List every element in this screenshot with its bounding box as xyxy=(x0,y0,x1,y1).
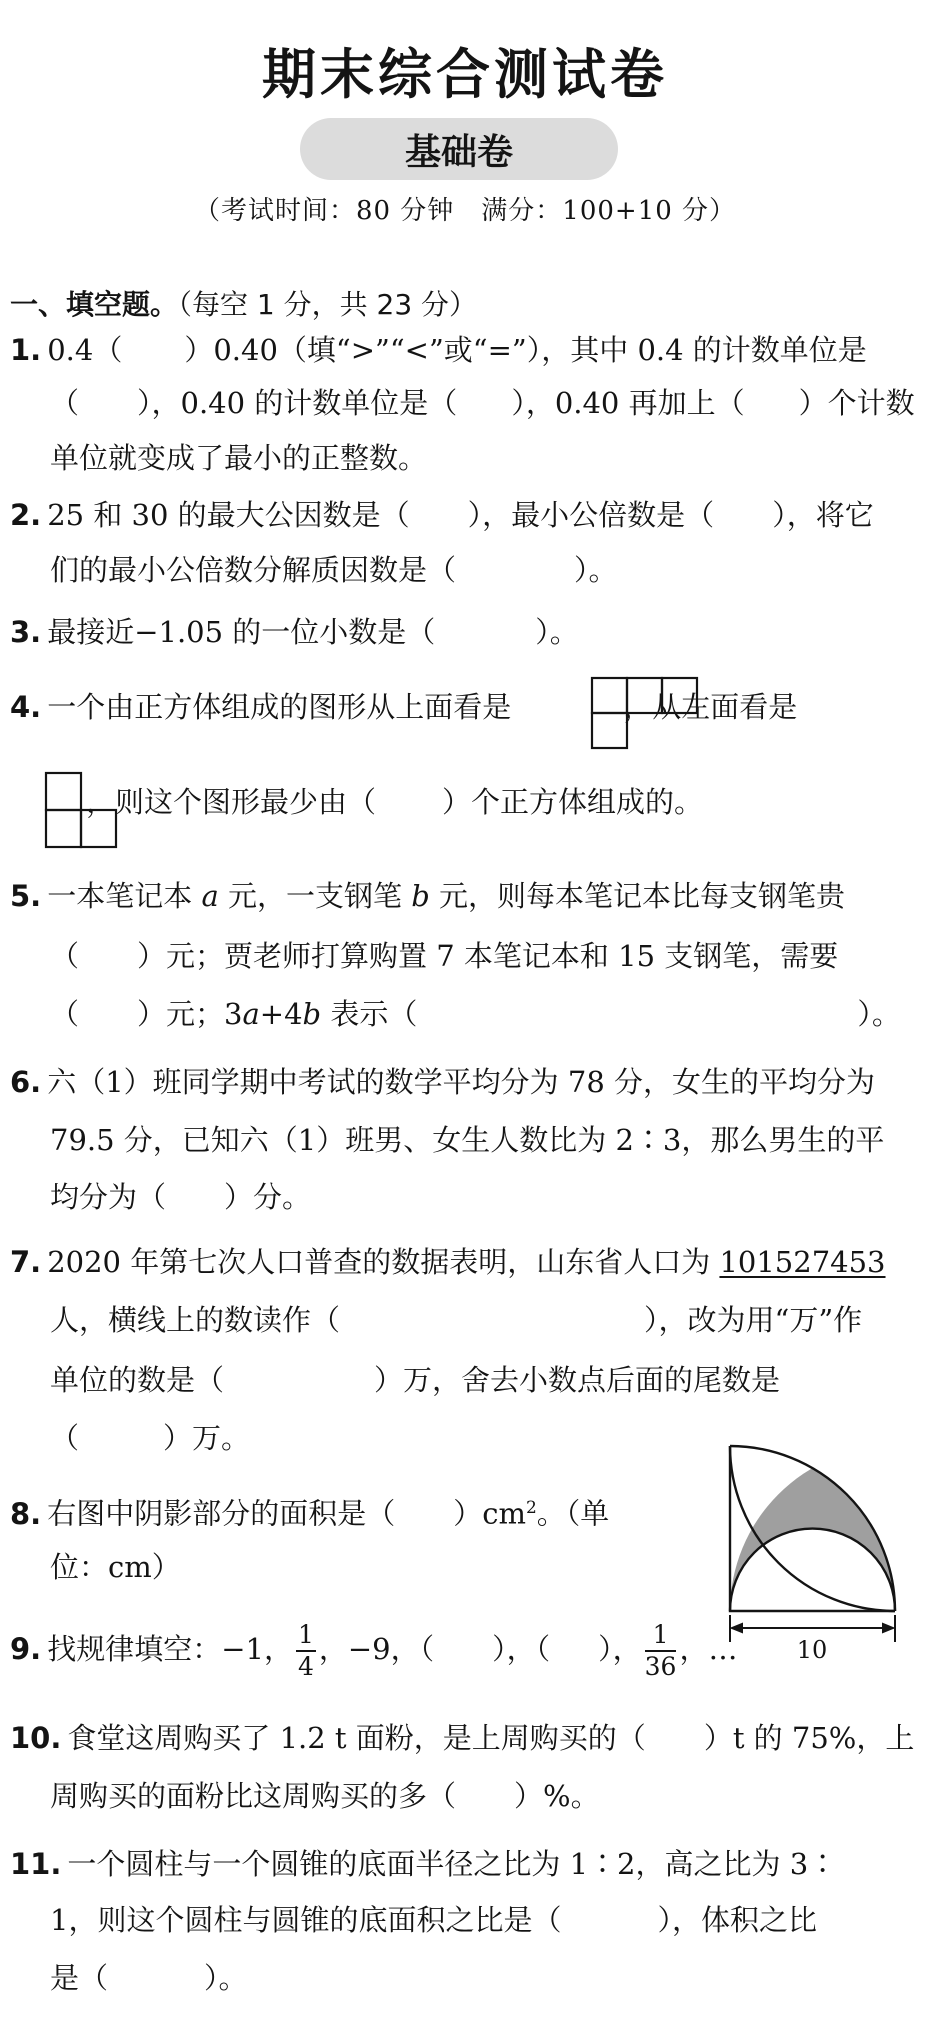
q2-text: ），将它 xyxy=(772,498,874,532)
q6-line-1 xyxy=(10,1062,875,1102)
q1-text: （ xyxy=(50,386,80,420)
q6-line-2 xyxy=(50,1120,910,1160)
q1-line-1 xyxy=(10,330,870,370)
q3-number: 3. xyxy=(10,615,42,649)
q9-line-1 xyxy=(10,1620,870,1680)
q8-text: 右图中阴影部分的面积是（ xyxy=(47,1496,396,1531)
q2-text: ）。 xyxy=(574,553,618,587)
q1-line-3 xyxy=(50,438,910,478)
q4-number: 4. xyxy=(10,690,42,724)
q8-text: 。（单 xyxy=(536,1496,610,1531)
q9-text: 找规律填空：−1， xyxy=(47,1632,293,1666)
q8-number: 8. xyxy=(10,1496,42,1531)
q11-text: 1，则这个圆柱与圆锥的底面积之比是（ xyxy=(50,1903,562,1937)
q5-text: ）。 xyxy=(857,997,901,1031)
q7-number: 7. xyxy=(10,1245,42,1279)
q11-line-1 xyxy=(10,1844,870,1884)
q9-text: ）， xyxy=(598,1632,642,1666)
q4-text: ，则这个图形最少由（ xyxy=(86,785,377,819)
top-view-figure xyxy=(590,676,702,760)
q5-text: ）元；贾老师打算购置 7 本笔记本和 15 支钢笔，需要 xyxy=(137,939,839,973)
q2-line-1 xyxy=(10,495,874,535)
q10-text: 食堂这周购买了 1.2 t 面粉，是上周购买的（ xyxy=(67,1721,646,1755)
q7-text: ），改为用“万”作 xyxy=(644,1303,863,1337)
q5-number: 5. xyxy=(10,879,42,913)
q7-text: ）万，舍去小数点后面的尾数是 xyxy=(374,1363,781,1397)
q7-line-3 xyxy=(50,1360,910,1400)
q7-line-2 xyxy=(50,1300,910,1340)
q1-line-2 xyxy=(50,383,915,423)
q9-text: ），（ xyxy=(492,1632,551,1666)
q4-line-1 xyxy=(10,687,870,727)
fraction-numerator: 1 xyxy=(296,1620,316,1652)
q5-line-2 xyxy=(50,936,910,976)
population-number: 101527453 xyxy=(719,1245,886,1279)
q5-text: 元，则每本笔记本比每支钢笔贵 xyxy=(438,879,845,913)
left-view-figure xyxy=(44,770,120,852)
q9-text: ，−9，（ xyxy=(318,1632,435,1666)
q4-text: ，从左面看是 xyxy=(623,690,798,724)
q6-text: ）分。 xyxy=(224,1180,312,1214)
q11-line-2 xyxy=(50,1900,910,1940)
q6-text: 均分为（ xyxy=(50,1180,167,1214)
q10-text: ）t 的 75%，上 xyxy=(703,1721,915,1755)
q5-text: +4 xyxy=(259,997,303,1031)
q11-text: 是（ xyxy=(50,1961,109,1995)
q1-text: ），0.40 的计数单位是（ xyxy=(137,386,458,420)
subtitle: 基础卷 xyxy=(404,132,513,173)
q7-text: （ xyxy=(50,1421,80,1455)
q10-line-1 xyxy=(10,1718,915,1758)
q4-text: 一个由正方体组成的图形从上面看是 xyxy=(47,690,512,724)
q5-variable: b xyxy=(411,879,430,913)
exam-info: （考试时间：80 分钟 满分：100+10 分） xyxy=(193,196,737,226)
q5-text: 一本笔记本 xyxy=(47,879,193,913)
q5-text: （ xyxy=(50,997,80,1031)
section-title: 一、填空题。 xyxy=(10,288,179,321)
q11-line-3 xyxy=(50,1958,910,1998)
q1-number: 1. xyxy=(10,333,42,367)
q10-number: 10. xyxy=(10,1721,62,1755)
q1-text: ），0.40 再加上（ xyxy=(511,386,745,420)
q2-text: 25 和 30 的最大公因数是（ xyxy=(47,498,410,532)
page-title: 期末综合测试卷 xyxy=(262,43,668,106)
q2-text: ），最小公倍数是（ xyxy=(467,498,715,532)
section-heading xyxy=(10,283,477,323)
q1-text: 单位就变成了最小的正整数。 xyxy=(50,441,428,475)
q9-number: 9. xyxy=(10,1632,42,1666)
q8-superscript: 2 xyxy=(525,1498,537,1518)
q3-text: 最接近−1.05 的一位小数是（ xyxy=(47,615,436,649)
q7-text: ）万。 xyxy=(163,1421,251,1455)
q1-text: ）个计数 xyxy=(798,386,915,420)
q5-text: ）元；3 xyxy=(137,997,243,1031)
q5-line-3 xyxy=(50,994,910,1034)
q2-line-2 xyxy=(50,550,910,590)
q5-text: （ xyxy=(50,939,80,973)
q6-text: 六（1）班同学期中考试的数学平均分为 78 分，女生的平均分为 xyxy=(47,1065,875,1099)
q5-text: 表示（ xyxy=(330,997,418,1031)
q6-number: 6. xyxy=(10,1065,42,1099)
fraction-1-4 xyxy=(296,1620,316,1682)
q11-text: 一个圆柱与一个圆锥的底面半径之比为 1∶2，高之比为 3∶ xyxy=(67,1847,838,1881)
q5-variable: a xyxy=(242,997,260,1031)
q5-variable: a xyxy=(201,879,219,913)
q10-line-2 xyxy=(50,1776,910,1816)
fraction-denominator: 36 xyxy=(644,1652,677,1681)
q5-variable: b xyxy=(302,997,322,1031)
q6-line-3 xyxy=(50,1177,910,1217)
q1-text: ）0.40（填“>”“<”或“=”），其中 0.4 的计数单位是 xyxy=(184,333,867,367)
q1-text: 0.4（ xyxy=(47,333,123,367)
q3-line-1 xyxy=(10,612,870,652)
q11-text: ）。 xyxy=(204,1961,248,1995)
q10-text: ）%。 xyxy=(514,1779,600,1813)
q11-text: ），体积之比 xyxy=(657,1903,817,1937)
q3-text: ）。 xyxy=(535,615,579,649)
q5-text: 元，一支钢笔 xyxy=(227,879,402,913)
q8-text: 位：cm） xyxy=(50,1550,181,1584)
fraction-1-36 xyxy=(645,1620,677,1682)
q6-text: 79.5 分，已知六（1）班男、女生人数比为 2∶3，那么男生的平 xyxy=(50,1123,885,1157)
q9-text: ，… xyxy=(679,1632,738,1666)
q10-text: 周购买的面粉比这周购买的多（ xyxy=(50,1779,457,1813)
q7-text: 单位的数是（ xyxy=(50,1363,225,1397)
q2-text: 们的最小公倍数分解质因数是（ xyxy=(50,553,457,587)
q4-text: ）个正方体组成的。 xyxy=(442,785,704,819)
q8-text: ）cm xyxy=(453,1496,526,1531)
q7-text: 人，横线上的数读作（ xyxy=(50,1303,341,1337)
q4-line-2 xyxy=(10,782,870,822)
q7-text: 2020 年第七次人口普查的数据表明，山东省人口为 xyxy=(47,1245,711,1279)
q2-number: 2. xyxy=(10,498,42,532)
section-scoring: （每空 1 分，共 23 分） xyxy=(178,288,478,321)
dimension-label: 10 xyxy=(796,1636,828,1662)
q11-number: 11. xyxy=(10,1847,62,1881)
q7-line-1 xyxy=(10,1242,886,1282)
q5-line-1 xyxy=(10,876,870,916)
fraction-denominator: 4 xyxy=(297,1652,314,1681)
fraction-numerator: 1 xyxy=(645,1620,677,1652)
